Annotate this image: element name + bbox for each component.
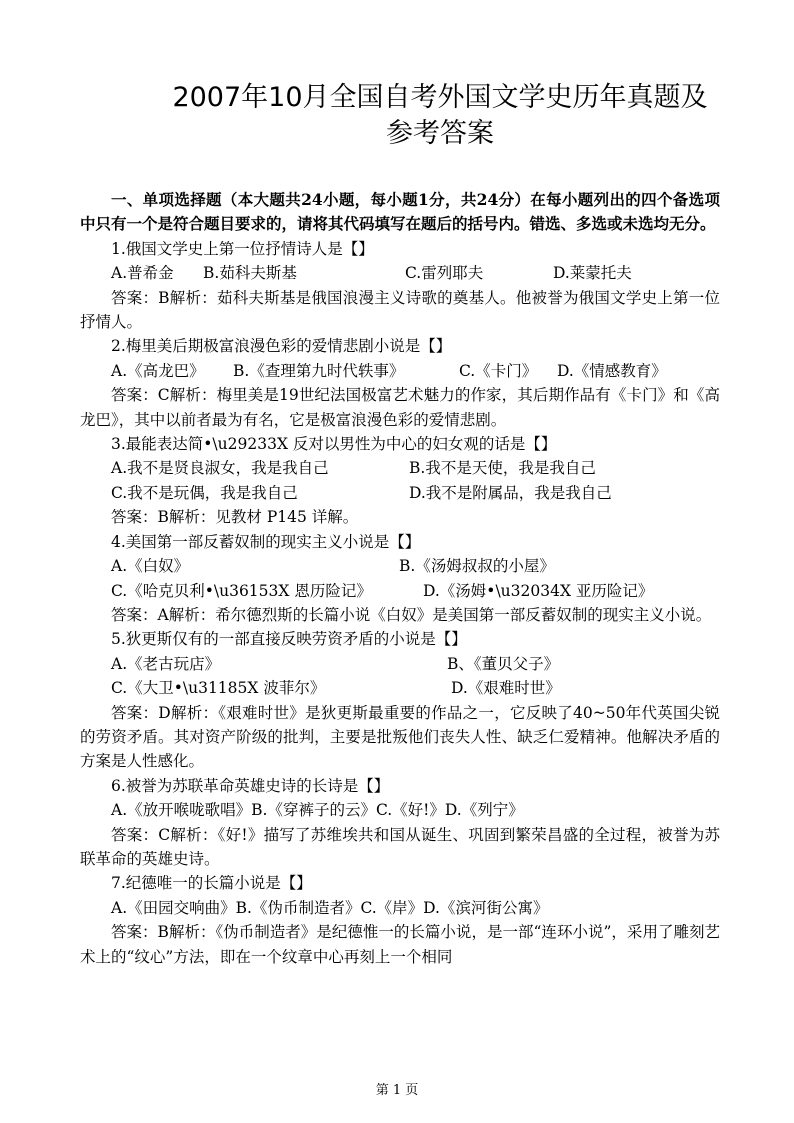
answer-4: 答案：A解析：希尔德烈斯的长篇小说《白奴》是美国第一部反蓄奴制的现实主义小说。 — [111, 605, 712, 624]
question-5: 5.狄更斯仅有的一部直接反映劳资矛盾的小说是【】 — [111, 630, 467, 649]
option-b: B、《董贝父子》 — [447, 654, 560, 673]
option-b: B.茹科夫斯基 — [203, 264, 297, 283]
question-5-options-row1 — [80, 652, 720, 676]
answer-3: 答案：B解析：见教材 P145 详解。 — [111, 508, 359, 527]
question-3-options-row2 — [80, 481, 720, 505]
option-d: D.莱蒙托夫 — [553, 264, 632, 283]
option-c: C.我不是玩偶，我是我自己 — [111, 483, 298, 502]
option-c: C.《哈克贝利•\u36153X 恩历险记》 — [111, 581, 372, 600]
option-d: D.《情感教育》 — [557, 361, 667, 380]
answer-5: 答案：D解析：《艰难时世》是狄更斯最重要的作品之一，它反映了40~50年代英国尖锐的劳资矛盾。其对资产阶级的批判，主要是批叛他们丧失人性、缺乏仁爱精神。他解决矛盾的方案是人性感化。 — [80, 703, 720, 771]
question-7-options: A.《田园交响曲》B.《伪币制造者》C.《岸》D.《滨河街公寓》 — [111, 898, 549, 917]
option-d: D.《艰难时世》 — [451, 679, 561, 698]
question-5-options-row2 — [80, 676, 720, 700]
question-3: 3.最能表达简•\u29233X 反对以男性为中心的妇女观的话是【】 — [111, 435, 557, 454]
document-title-line1: 2007年10月全国自考外国文学史历年真题及 — [172, 82, 708, 113]
answer-6: 答案：C解析：《好!》描写了苏维埃共和国从诞生、巩固到繁荣昌盛的全过程，被誉为苏联革命的英雄史诗。 — [80, 825, 720, 868]
option-a: A.《白奴》 — [111, 557, 190, 576]
page-number: 第 1 页 — [375, 1083, 419, 1098]
option-a: A.《老古玩店》 — [111, 654, 221, 673]
question-4: 4.美国第一部反蓄奴制的现实主义小说是【】 — [111, 532, 421, 551]
question-3-options-row1 — [80, 456, 720, 480]
answer-7: 答案：B解析：《伪币制造者》是纪德惟一的长篇小说，是一部“连环小说”，采用了雕刻艺术上的“纹心”方法，即在一个纹章中心再刻上一个相同 — [80, 923, 720, 966]
option-c: C.《大卫•\u31185X 波菲尔》 — [111, 679, 326, 698]
question-4-options-row2 — [80, 579, 720, 603]
section-heading: 一、单项选择题（本大题共24小题，每小题1分，共24分）在每小题列出的四个备选项中只有一个是符合题目要求的，请将其代码填写在题后的括号内。错选、多选或未选均无分。 — [80, 190, 720, 234]
option-a: A.我不是贤良淑女，我是我自己 — [111, 459, 329, 478]
option-b: B.《汤姆叔叔的小屋》 — [399, 557, 555, 576]
question-2-options — [80, 359, 720, 383]
option-d: D.我不是附属品，我是我自己 — [409, 483, 612, 502]
document-title-line2: 参考答案 — [386, 118, 494, 149]
question-6-options: A.《放开喉咙歌唱》B.《穿裤子的云》C.《好!》D.《列宁》 — [111, 801, 524, 820]
question-6: 6.被誉为苏联革命英雄史诗的长诗是【】 — [111, 776, 390, 795]
document-body — [80, 188, 720, 969]
option-c: C.雷列耶夫 — [405, 264, 484, 283]
question-7: 7.纪德唯一的长篇小说是【】 — [111, 874, 312, 893]
option-b: B.我不是天使，我是我自己 — [409, 459, 596, 478]
answer-2: 答案：C解析：梅里美是19世纪法国极富艺术魅力的作家，其后期作品有《卡门》和《高龙巴》，其中以前者最为有名，它是极富浪漫色彩的爱情悲剧。 — [80, 386, 720, 429]
option-a: A.《高龙巴》 — [111, 361, 205, 380]
question-1: 1.俄国文学史上第一位抒情诗人是【】 — [111, 239, 374, 258]
question-4-options-row1 — [80, 554, 720, 578]
option-c: C.《卡门》 — [459, 361, 538, 380]
question-1-options — [80, 261, 720, 285]
answer-1: 答案：B解析：茹科夫斯基是俄国浪漫主义诗歌的奠基人。他被誉为俄国文学史上第一位抒情人。 — [80, 288, 720, 332]
option-a: A.普希金 — [111, 264, 174, 283]
option-d: D.《汤姆•\u32034X 亚历险记》 — [423, 581, 654, 600]
question-2: 2.梅里美后期极富浪漫色彩的爱情悲剧小说是【】 — [111, 337, 452, 356]
option-b: B.《查理第九时代轶事》 — [233, 361, 405, 380]
